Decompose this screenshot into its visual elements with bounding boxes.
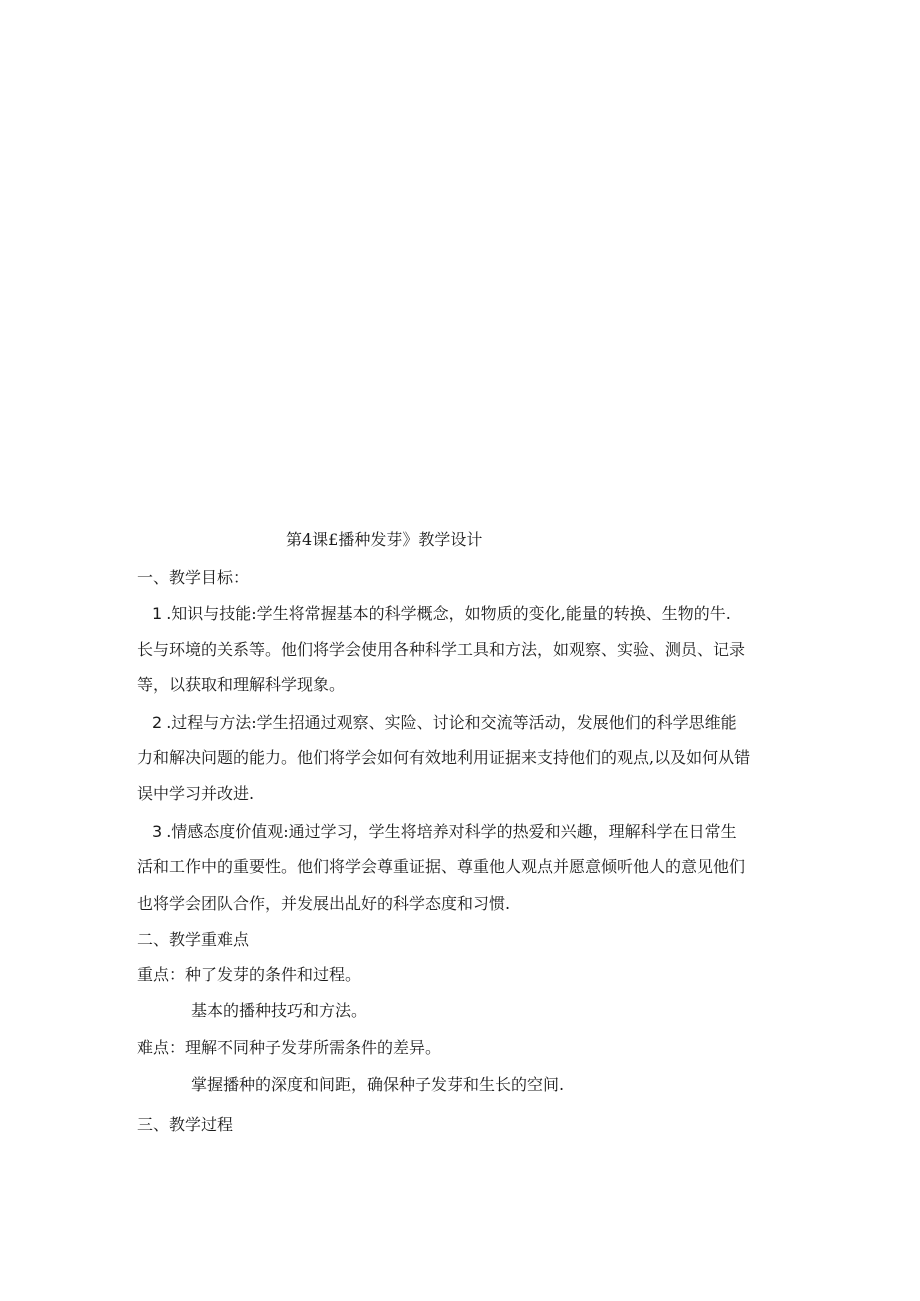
difficult-point-1: 理解不同种子发芽所需条件的差异。: [185, 1038, 442, 1057]
objective-2-text: .过程与方法:学生招通过观察、实险、讨论和交流等活动，发展他们的科学思维能: [166, 713, 737, 732]
difficult-label: 难点：: [137, 1038, 186, 1057]
objective-2-number: 2: [152, 713, 163, 732]
objective-2-line-3: 误中学习并改进.: [137, 784, 255, 803]
objective-2-line-2: 力和解决问题的能力。他们将学会如何有效地利用证据来支持他们的观点,以及如何从错: [137, 748, 751, 767]
difficult-point-line-1: [137, 1036, 441, 1060]
objective-3-line-3: 也将学会团队合作，并发展出乩好的科学态度和习惯.: [137, 894, 511, 913]
objective-3-text: .情感态度价值观:通过学习，学生将培养对科学的热爱和兴趣，理解科学在日常生: [166, 822, 737, 841]
objective-1-line-3: 等，以获取和理解科学现象。: [137, 675, 346, 694]
objective-1-line-2: 长与环境的关系等。他们将学会使用各种科学工具和方法，如观察、实验、测员、记录: [137, 640, 746, 659]
objective-3-line-1: [152, 820, 737, 844]
objective-3-line-2: 活和工作中的重要性。他们将学会尊重证据、尊重他人观点并愿意倾听他人的意见他们: [137, 857, 746, 876]
objective-2-line-1: [152, 711, 737, 735]
document-title: 第4课£播种发芽》教学设计: [286, 530, 483, 549]
key-point-line-1: [137, 963, 361, 987]
key-point-1: 种了发芽的条件和过程。: [185, 965, 362, 984]
difficult-point-2: 掌握播种的深度和间距，确保种子发芽和生长的空间.: [191, 1075, 565, 1094]
objective-1-text: .知识与技能:学生将常握基本的科学概念，如物质的变化,能量的转换、生物的牛.: [166, 604, 731, 623]
key-point-2: 基本的播种技巧和方法。: [191, 1001, 368, 1020]
section-heading-objectives: 一、教学目标：: [137, 568, 250, 587]
objective-3-number: 3: [152, 822, 163, 841]
objective-1-line-1: [152, 602, 731, 626]
objective-1-number: 1: [152, 604, 163, 623]
section-heading-process: 三、教学过程: [137, 1115, 234, 1134]
section-heading-key-difficult: 二、教学重难点: [137, 930, 250, 949]
key-label: 重点：: [137, 965, 186, 984]
